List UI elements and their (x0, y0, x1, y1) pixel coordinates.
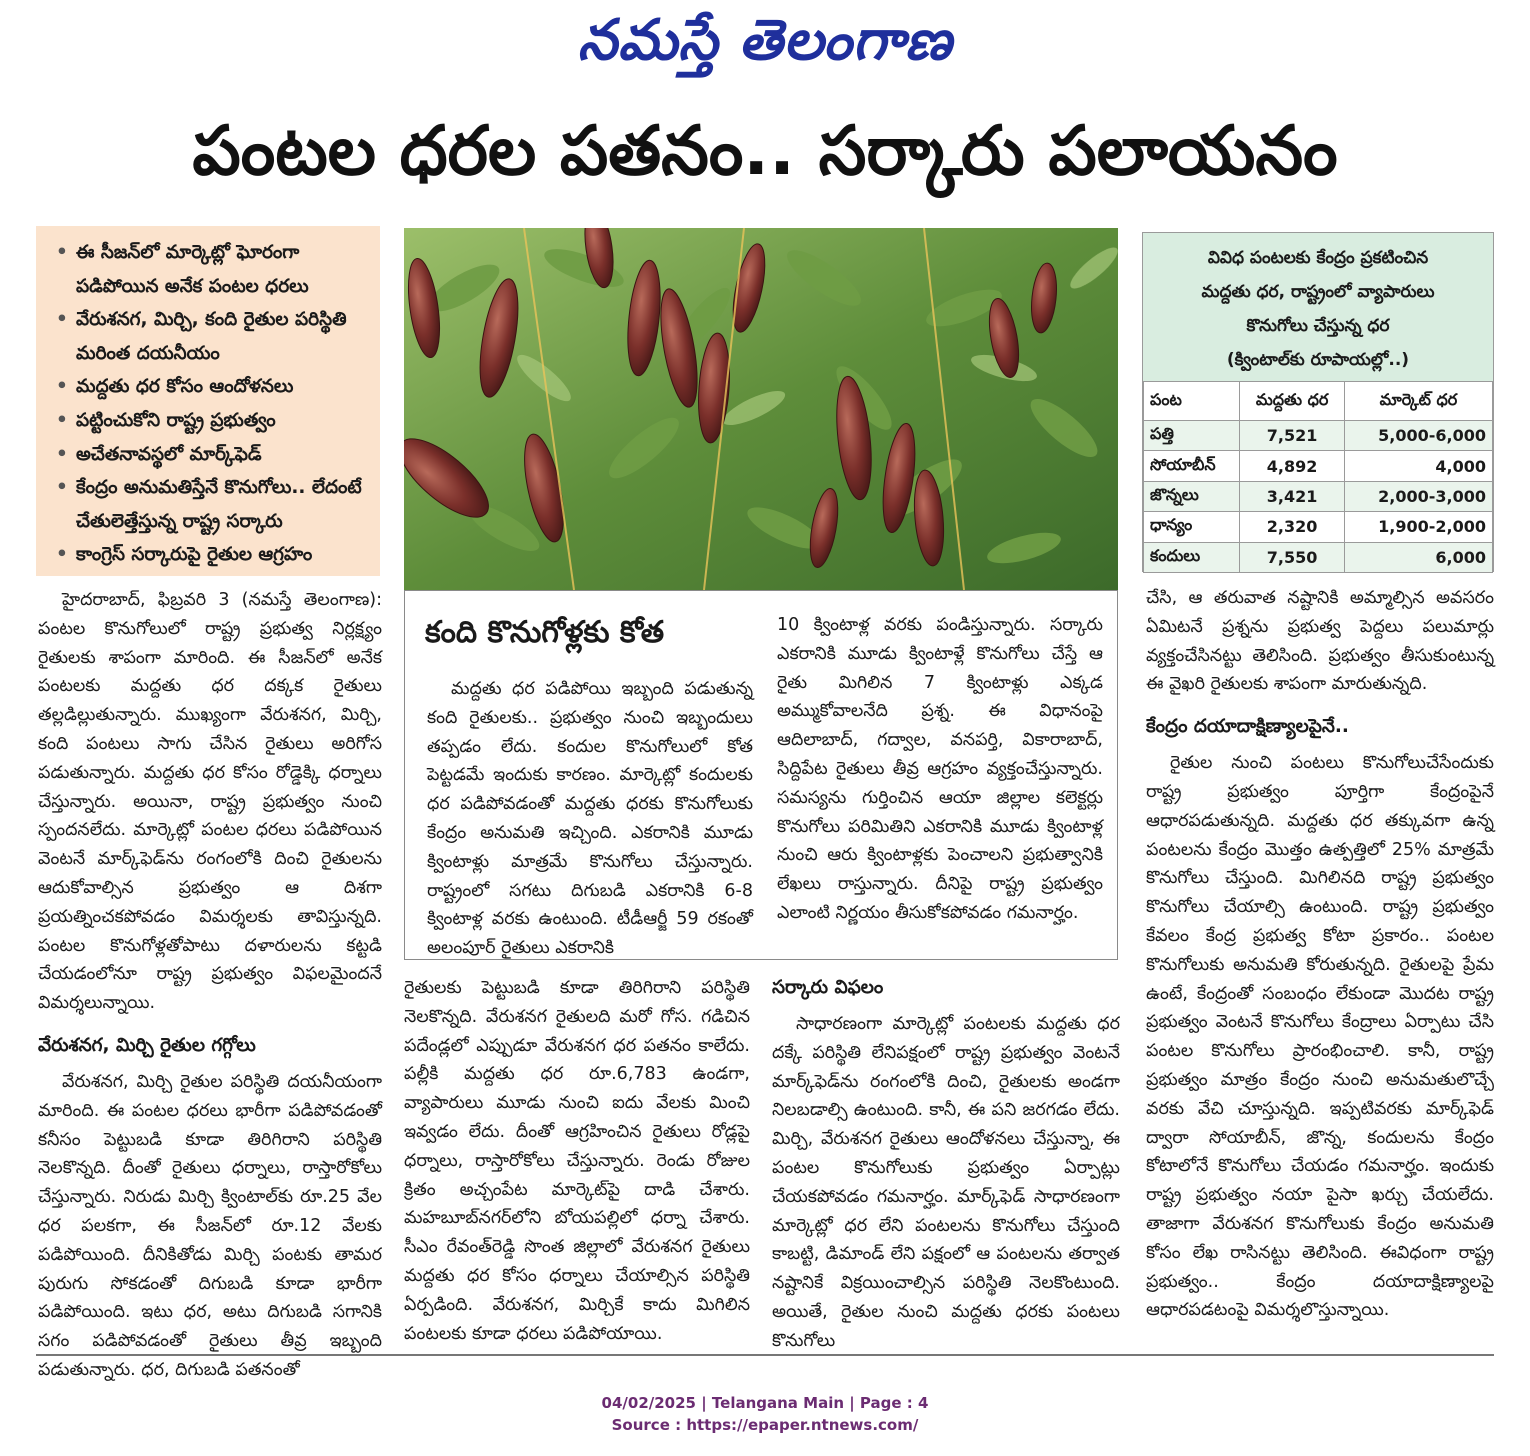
article-column-3 (772, 974, 1120, 1356)
sidebar-story-paragraph: 10 క్వింటాళ్ల వరకు పండిస్తున్నారు. సర్కారు ఎకరానికి మూడు క్వింటాళ్లే కొనుగోలు చేస్తే ఆ రైతు మిగిలిన 7 క్వింటాళ్లు ఎక్కడ అమ్ముకోవాలనేది ప్రశ్న. ఈ విధానంపై ఆదిలాబాద్, గద్వాల, వనపర్తి, వికారాబాద్, సిద్దిపేట రైతులు తీవ్ర ఆగ్రహం వ్యక్తంచేస్తున్నారు. సమస్యను గుర్తించిన ఆయా జిల్లాల కలెక్టర్లు కొనుగోలు పరిమితిని ఎకరానికి మూడు క్వింటాళ్ల నుంచి ఆరు క్వింటాళ్లకు పెంచాలని ప్రభుత్వానికి లేఖలు రాస్తున్నారు. దీనిపై రాష్ట్ర ప్రభుత్వం ఎలాంటి నిర్ణయం తీసుకోకపోవడం గమనార్హం. (777, 615, 1103, 923)
table-row (1144, 512, 1493, 542)
price-table (1143, 381, 1493, 573)
highlight-item: • అచేతనావస్థలో మార్క్‌ఫెడ్ (56, 438, 370, 472)
table-row (1144, 421, 1493, 451)
market-price-cell: 2,000-3,000 (1344, 481, 1492, 511)
masthead: నమస్తే తెలంగాణ (577, 8, 953, 73)
column-header-crop: పంట (1144, 382, 1240, 421)
sidebar-story-box (404, 590, 1118, 960)
highlight-item: • మద్దతు ధర కోసం ఆందోళనలు (56, 370, 370, 404)
footer-divider (36, 1354, 1494, 1356)
table-title-line: మద్దతు ధర, రాష్ట్రంలో వ్యాపారులు (1201, 282, 1435, 302)
column-header-msp: మద్దతు ధర (1240, 382, 1345, 421)
table-title-line: వివిధ పంటలకు కేంద్రం ప్రకటించిన (1207, 248, 1429, 268)
msp-cell: 7,550 (1240, 542, 1345, 572)
msp-cell: 3,421 (1240, 481, 1345, 511)
highlight-item: • వేరుశనగ, మిర్చి, కంది రైతుల పరిస్థితి మరింత దయనీయం (56, 303, 370, 370)
price-table-box (1142, 232, 1494, 572)
highlight-item: • పట్టించుకోని రాష్ట్ర ప్రభుత్వం (56, 404, 370, 438)
article-column-2 (404, 974, 750, 1348)
page-headline: పంటల ధరల పతనం.. సర్కారు పలాయనం (192, 112, 1338, 191)
article-column-4 (1146, 584, 1494, 1325)
page-footer (0, 1392, 1530, 1436)
sidebar-story-column-1 (427, 675, 753, 963)
crop-cell: జొన్నలు (1144, 481, 1240, 511)
footer-edition-info: 04/02/2025 | Telangana Main | Page : 4 (601, 1394, 929, 1412)
column-header-market: మార్కెట్ ధర (1344, 382, 1492, 421)
article-lead: హైదరాబాద్, ఫిబ్రవరి 3 (నమస్తే తెలంగాణ): పంటల కొనుగోలులో రాష్ట్ర ప్రభుత్వ నిర్లక్ష్యం రైతులకు శాపంగా మారింది. ఈ సీజన్‌లో అనేక పంటలకు మద్దతు ధర దక్కక రైతులు తల్లడిల్లుతున్నారు. ముఖ్యంగా వేరుశనగ, మిర్చి, కంది పంటలు సాగు చేసిన రైతులు అరిగోస పడుతున్నారు. మద్దతు ధర కోసం రోడ్డెక్కి ధర్నాలు చేస్తున్నారు. అయినా, రాష్ట్ర ప్రభుత్వం నుంచి స్పందనలేదు. మార్కెట్లో పంటల ధరలు పడిపోయిన వెంటనే మార్క్‌ఫెడ్‌ను రంగంలోకి దించి రైతులను ఆదుకోవాల్సిన ప్రభుత్వం ఆ దిశగా ప్రయత్నించకపోవడం విమర్శలకు తావిస్తున్నది. పంటల కొనుగోళ్లతోపాటు దళారులను కట్టడి చేయడంలోనూ రాష్ట్ర ప్రభుత్వం విఫలమైందనే విమర్శలున్నాయి. (38, 590, 382, 1014)
market-price-cell: 4,000 (1344, 451, 1492, 481)
crop-cell: కందులు (1144, 542, 1240, 572)
msp-cell: 4,892 (1240, 451, 1345, 481)
highlight-item: • కేంద్రం అనుమతిస్తేనే కొనుగోలు.. లేదంటే చేతులెత్తేస్తున్న రాష్ట్ర సర్కారు (56, 471, 370, 538)
price-table-title (1143, 233, 1493, 381)
subheading-groundnut-chilli: వేరుశనగ, మిర్చి రైతుల గగ్గోలు (38, 1034, 256, 1056)
sidebar-story-paragraph: మద్దతు ధర పడిపోయి ఇబ్బంది పడుతున్న కంది రైతులకు.. ప్రభుత్వం నుంచి ఇబ్బందులు తప్పడం లేదు. కందుల కొనుగోలులో కోత పెట్టడమే ఇందుకు కారణం. మార్కెట్లో కందులకు ధర పడిపోవడంతో మద్దతు ధరకు కొనుగోలుకు కేంద్రం అనుమతి ఇచ్చింది. ఎకరానికి మూడు క్వింటాళ్లు మాత్రమే కొనుగోలు చేస్తున్నారు. రాష్ట్రంలో సగటు దిగుబడి ఎకరానికి 6-8 క్వింటాళ్ల వరకు ఉంటుంది. టీడీఆర్జీ 59 రకంతో అలంపూర్ రైతులు ఎకరానికి (427, 679, 753, 959)
table-title-line: కొనుగోలు చేస్తున్న ధర (1246, 316, 1390, 336)
table-row (1144, 481, 1493, 511)
crop-cell: పత్తి (1144, 421, 1240, 451)
sidebar-story-column-2 (777, 611, 1103, 928)
market-price-cell: 1,900-2,000 (1344, 512, 1492, 542)
table-row (1144, 542, 1493, 572)
sidebar-story-title: కంది కొనుగోళ్లకు కోత (425, 615, 665, 650)
highlight-item: • ఈ సీజన్‌లో మార్కెట్లో ఘోరంగా పడిపోయిన అనేక పంటల ధరలు (56, 236, 370, 303)
article-column-1 (38, 586, 382, 1385)
article-paragraph: రైతుల నుంచి పంటలు కొనుగోలుచేసేందుకు రాష్ట్ర ప్రభుత్వం పూర్తిగా కేంద్రంపైనే ఆధారపడుతున్నది. మద్దతు ధర తక్కువగా ఉన్న పంటలను కేంద్రం మొత్తం ఉత్పత్తిలో 25% మాత్రమే కొనుగోలు చేస్తుంది. మిగిలినది రాష్ట్ర ప్రభుత్వం కొనుగోలు చేయాల్సి ఉంటుంది. రాష్ట్ర ప్రభుత్వం కేవలం కేంద్ర ప్రభుత్వ కోటా ప్రకారం.. పంటల కొనుగోలుకు అనుమతి కోరుతున్నది. రైతులపై ప్రేమ ఉంటే, కేంద్రంతో సంబంధం లేకుండా మొదట రాష్ట్ర ప్రభుత్వం వెంటనే కొనుగోలు కేంద్రాలు ఏర్పాటు చేసి పంటల కొనుగోలు ప్రారంభించాలి. కానీ, రాష్ట్ర ప్రభుత్వం మాత్రం కేంద్రం నుంచి అనుమతులొచ్చే వరకు వేచి చూస్తున్నది. ఇప్పటివరకు మార్క్‌ఫెడ్ ద్వారా సోయాబీన్, జొన్న, కందులను కేంద్రం కోటాలోనే కొనుగోలు చేయడం గమనార్హం. ఇందుకు రాష్ట్ర ప్రభుత్వం నయా పైసా ఖర్చు చేయలేదు. తాజాగా వేరుశనగ కొనుగోలుకు కేంద్రం అనుమతి కోసం లేఖ రాసినట్టు తెలిసింది. ఈవిధంగా రాష్ట్ర ప్రభుత్వం.. కేంద్రం దయాదాక్షిణ్యాలపై ఆధారపడటంపై విమర్శలొస్తున్నాయి. (1146, 753, 1494, 1321)
market-price-cell: 6,000 (1344, 542, 1492, 572)
highlight-item: • కాంగ్రెస్ సర్కారుపై రైతుల ఆగ్రహం (56, 538, 370, 572)
table-header-row (1144, 382, 1493, 421)
subheading-govt-failure: సర్కారు విఫలం (772, 977, 884, 998)
article-paragraph: చేసి, ఆ తరువాత నష్టానికి అమ్మాల్సిన అవసరం ఏమిటనే ప్రశ్నను ప్రభుత్వ పెద్దలు పలుమార్లు వ్యక్తంచేసినట్టు తెలిసింది. ప్రభుత్వం తీసుకుంటున్న ఈ వైఖరి రైతులకు శాపంగా మారుతున్నది. (1146, 588, 1494, 695)
highlights-box (36, 226, 380, 576)
subheading-centre-mercy: కేంద్రం దయాదాక్షిణ్యాలపైనే.. (1146, 716, 1349, 738)
table-title-line: (క్వింటాల్‌కు రూపాయల్లో..) (1226, 350, 1410, 370)
crop-cell: సోయాబీన్ (1144, 451, 1240, 481)
footer-source-link[interactable]: Source : https://epaper.ntnews.com/ (611, 1416, 919, 1434)
table-row (1144, 451, 1493, 481)
crop-cell: ధాన్యం (1144, 512, 1240, 542)
article-paragraph: సాధారణంగా మార్కెట్లో పంటలకు మద్దతు ధర దక్కే పరిస్థితి లేనిపక్షంలో రాష్ట్ర ప్రభుత్వం వెంటనే మార్క్‌ఫెడ్‌ను రంగంలోకి దించి, రైతులకు అండగా నిలబడాల్సి ఉంటుంది. కానీ, ఈ పని జరగడం లేదు. మిర్చి, వేరుశనగ రైతులు ఆందోళనలు చేస్తున్నా, ఈ పంటల కొనుగోలుకు ప్రభుత్వం ఏర్పాట్లు చేయకపోవడం గమనార్హం. మార్క్‌ఫెడ్ సాధారణంగా మార్కెట్లో ధర లేని పంటలను కొనుగోలు చేస్తుంది కాబట్టి, డిమాండ్ లేని పక్షంలో ఆ పంటలను తర్వాత నష్టానికే విక్రయించాల్సిన పరిస్థితి నెలకొంటుంది. అయితే, రైతుల నుంచి మద్దతు ధరకు పంటలు కొనుగోలు (772, 1014, 1120, 1351)
msp-cell: 2,320 (1240, 512, 1345, 542)
msp-cell: 7,521 (1240, 421, 1345, 451)
market-price-cell: 5,000-6,000 (1344, 421, 1492, 451)
pigeon-pea-photo (404, 228, 1118, 590)
article-paragraph: వేరుశనగ, మిర్చి రైతుల పరిస్థితి దయనీయంగా మారింది. ఈ పంటల ధరలు భారీగా పడిపోవడంతో కనీసం పెట్టుబడి కూడా తిరిగిరాని పరిస్థితి నెలకొన్నది. దీంతో రైతులు ధర్నాలు, రాస్తారోకోలు చేస్తున్నారు. నిరుడు మిర్చి క్వింటాల్‌కు రూ.25 వేల ధర పలకగా, ఈ సీజన్‌లో రూ.12 వేలకు పడిపోయింది. దీనికితోడు మిర్చి పంటకు తామర పురుగు సోకడంతో దిగుబడి కూడా భారీగా పడిపోయింది. ఇటు ధర, అటు దిగుబడి సగానికి సగం పడిపోవడంతో రైతులు తీవ్ర ఇబ్బంది పడుతున్నారు. ధర, దిగుబడి పతనంతో (38, 1071, 382, 1380)
article-paragraph: రైతులకు పెట్టుబడి కూడా తిరిగిరాని పరిస్థితి నెలకొన్నది. వేరుశనగ రైతులది మరో గోస. గడిచిన పదేండ్లలో ఎప్పుడూ వేరుశనగ ధర పతనం కాలేదు. పల్లీకి మద్దతు ధర రూ.6,783 ఉండగా, వ్యాపారులు మూడు నుంచి ఐదు వేలకు మించి ఇవ్వడం లేదు. దీంతో ఆగ్రహించిన రైతులు రోడ్లపై ధర్నాలు, రాస్తారోకోలు చేస్తున్నారు. రెండు రోజుల క్రితం అచ్చంపేట మార్కెట్‌పై దాడి చేశారు. మహబూబ్‌నగర్‌లోని బోయపల్లిలో ధర్నా చేశారు. సీఎం రేవంత్‌రెడ్డి సొంత జిల్లాలో వేరుశనగ రైతులు మద్దతు ధర కోసం ధర్నాలు చేయాల్సిన పరిస్థితి ఏర్పడింది. వేరుశనగ, మిర్చికే కాదు మిగిలిన పంటలకు కూడా ధరలు పడిపోయాయి. (404, 978, 750, 1344)
